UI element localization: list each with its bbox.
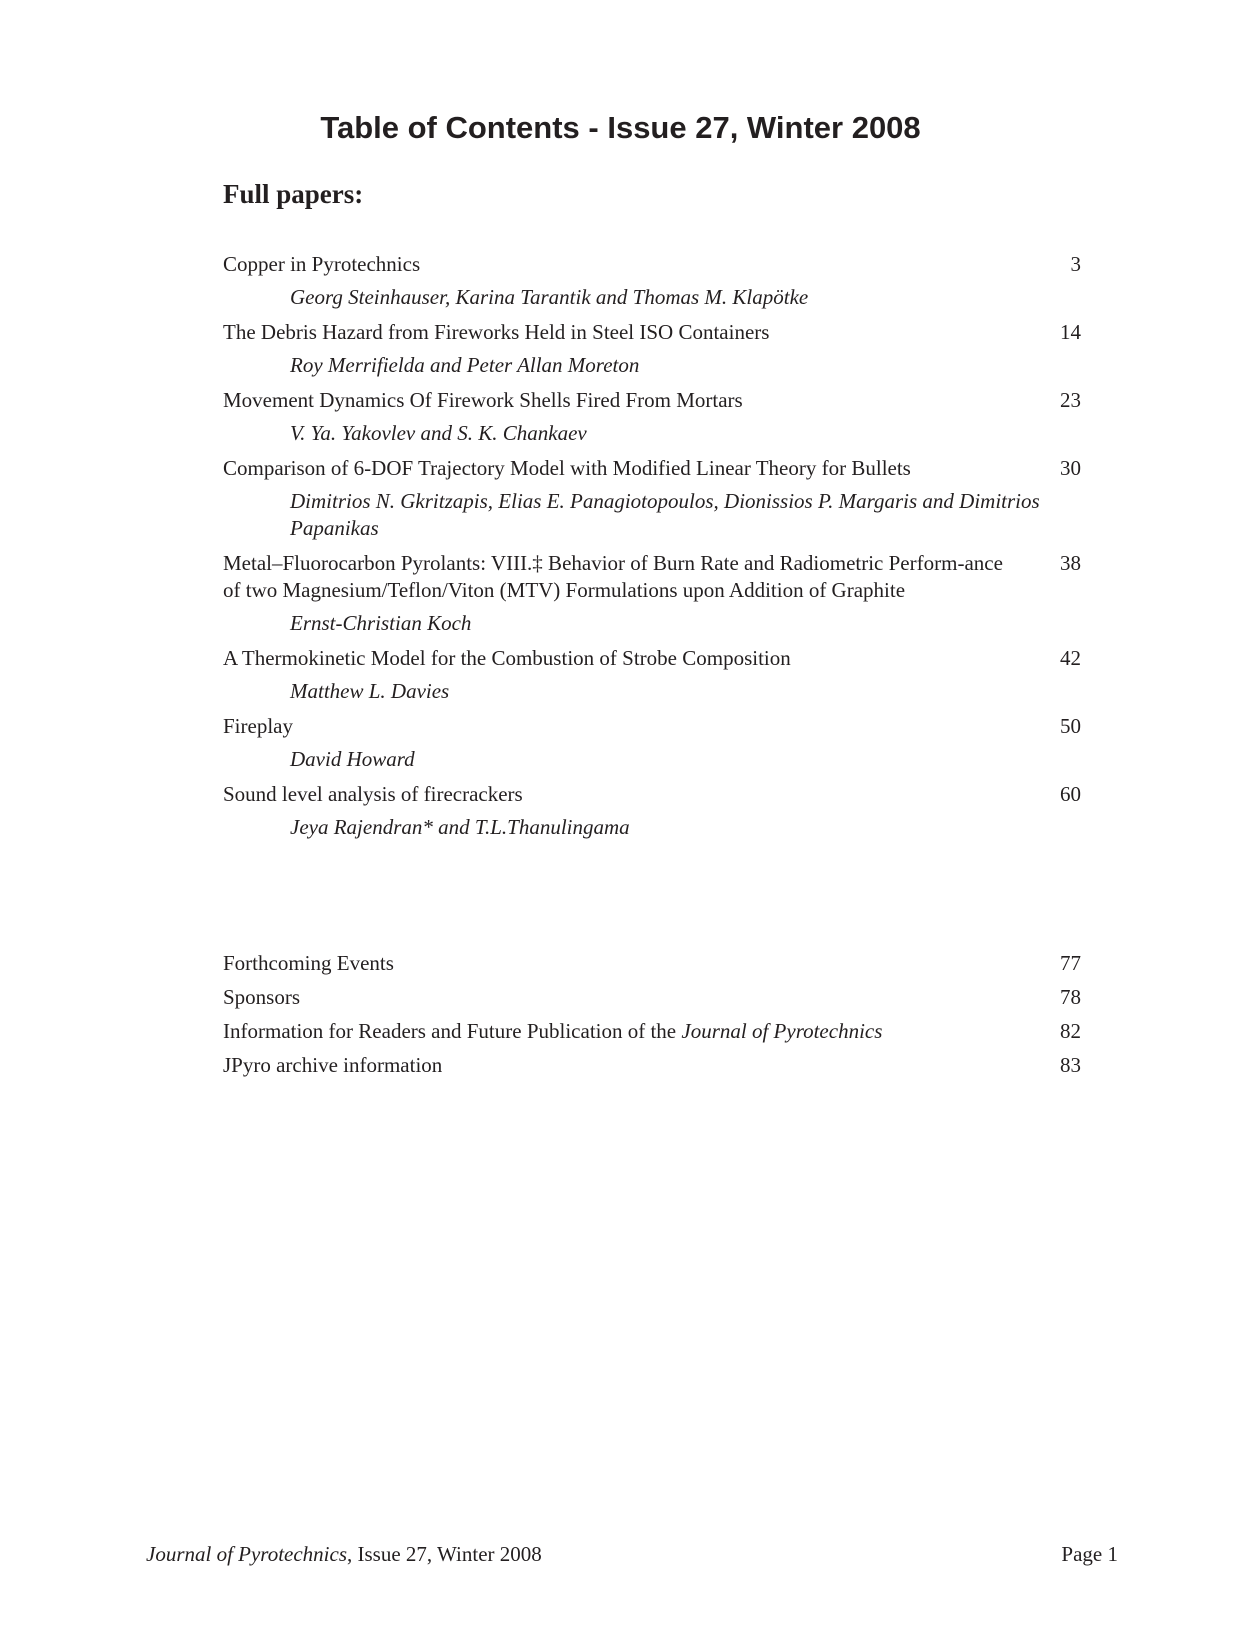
section-heading-full-papers: Full papers: [223,179,364,209]
page-number: 60 [1060,782,1081,806]
page-number: 83 [1060,1053,1081,1077]
page-number: 78 [1060,985,1081,1009]
toc-entry [223,710,1081,778]
toc-entry [223,547,1081,642]
page-number: 82 [1060,1019,1081,1043]
misc-title[interactable] [223,1014,882,1048]
toc-entry [223,452,1081,547]
page-number: 77 [1060,951,1081,975]
page-footer [146,1540,1118,1568]
paper-authors: Ernst-Christian Koch [290,611,472,635]
page-number: 42 [1060,646,1081,670]
toc-entry [223,384,1081,452]
journal-name: Journal of Pyrotechnics [681,1019,883,1043]
misc-title-prefix: Information for Readers and Future Publication of the [223,1019,682,1043]
footer-page-number: Page 1 [1061,1542,1118,1566]
footer-citation [146,1540,542,1568]
table-of-contents [223,248,1081,846]
toc-entry [223,642,1081,710]
paper-title[interactable]: Sound level analysis of firecrackers [223,782,523,806]
page-number: 50 [1060,714,1081,738]
paper-title[interactable]: Metal–Fluorocarbon Pyrolants: VIII.‡ Behavior of Burn Rate and Radiometric Perform-ance of two Magnesium/Teflon/Viton (MTV) Formulations upon Addition of Graphite [223,551,1003,602]
page-title: Table of Contents - Issue 27, Winter 2008 [320,110,921,145]
paper-authors: Georg Steinhauser, Karina Tarantik and Thomas M. Klapötke [290,285,809,309]
misc-entry [223,946,1081,980]
misc-title[interactable]: Sponsors [223,985,301,1009]
misc-entry [223,1048,1081,1082]
paper-title[interactable]: A Thermokinetic Model for the Combustion of Strobe Composition [223,646,791,670]
toc-entry [223,778,1081,846]
page-number: 23 [1060,388,1081,412]
paper-authors: V. Ya. Yakovlev and S. K. Chankaev [290,421,587,445]
paper-title[interactable]: Fireplay [223,714,293,738]
paper-title[interactable]: Copper in Pyrotechnics [223,252,421,276]
toc-entry [223,248,1081,316]
misc-contents [223,946,1081,1082]
misc-title[interactable]: JPyro archive information [223,1053,443,1077]
paper-title[interactable]: Movement Dynamics Of Firework Shells Fired From Mortars [223,388,743,412]
page-number: 30 [1060,456,1081,480]
toc-entry [223,316,1081,384]
paper-authors: Matthew L. Davies [290,679,450,703]
footer-journal-name: Journal of Pyrotechnics [146,1542,348,1566]
paper-authors: Roy Merrifielda and Peter Allan Moreton [290,353,640,377]
paper-authors: Dimitrios N. Gkritzapis, Elias E. Panagiotopoulos, Dionissios P. Margaris and Dimitrios Papanikas [290,489,1040,540]
paper-title[interactable]: Comparison of 6-DOF Trajectory Model with Modified Linear Theory for Bullets [223,456,911,480]
paper-title[interactable]: The Debris Hazard from Fireworks Held in Steel ISO Containers [223,320,770,344]
misc-title[interactable]: Forthcoming Events [223,951,394,975]
page-number: 14 [1060,320,1081,344]
misc-entry [223,1014,1081,1048]
page-number: 38 [1060,551,1081,575]
paper-authors: Jeya Rajendran* and T.L.Thanulingama [290,815,630,839]
paper-authors: David Howard [290,747,415,771]
page-number: 3 [1070,252,1081,276]
footer-issue: , Issue 27, Winter 2008 [347,1542,542,1566]
misc-entry [223,980,1081,1014]
